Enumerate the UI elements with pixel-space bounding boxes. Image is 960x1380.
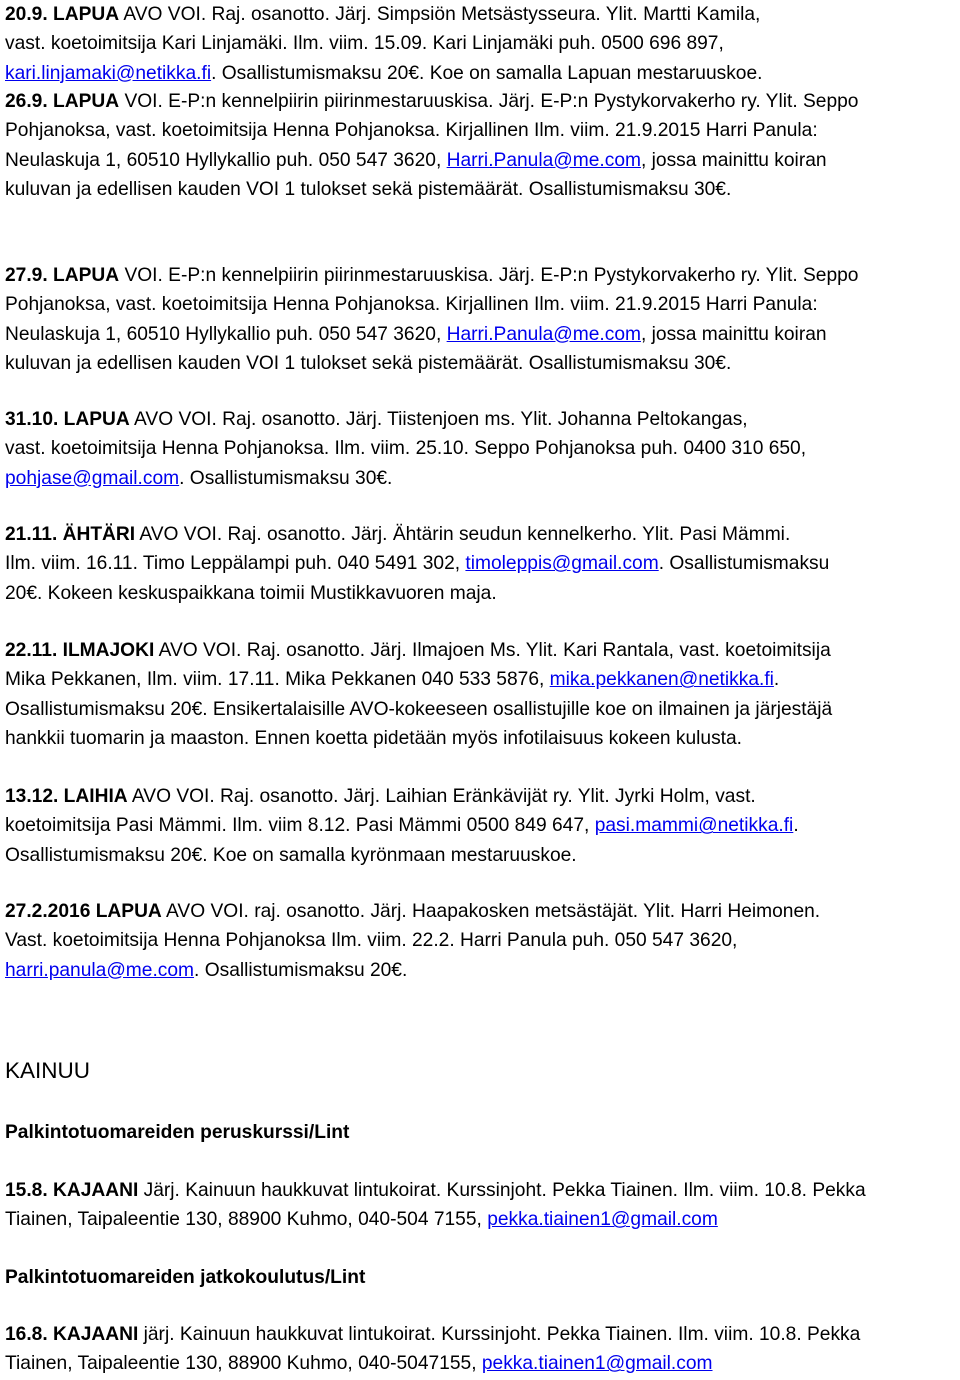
course-line — [5, 1176, 957, 1205]
event-text: vast. koetoimitsija Kari Linjamäki. Ilm. viim. 15.09. Kari Linjamäki puh. 0500 696 897, — [5, 33, 724, 55]
event-date-location: 27.2.2016 LAPUA — [5, 901, 162, 922]
event-text: , jossa mainittu koiran — [640, 149, 827, 171]
event-line — [5, 579, 957, 608]
event-line — [5, 349, 957, 378]
event-text: Osallistumismaksu 20€. Koe on samalla kyrönmaan mestaruuskoe. — [5, 844, 577, 866]
event-text: VOI. E-P:n kennelpiirin piirinmestaruuskisa. Järj. E-P:n Pystykorvakerho ry. Ylit. Seppo — [119, 91, 859, 112]
event-text: AVO VOI. Raj. osanotto. Järj. Tiistenjoen ms. Ylit. Johanna Peltokangas, — [129, 409, 748, 430]
event-text: järj. Kainuun haukkuvat lintukoirat. Kurssinjoht. Pekka Tiainen. Ilm. viim. 10.8. Pekka — [138, 1324, 861, 1345]
event-text: AVO VOI. Raj. osanotto. Järj. Ilmajoen Ms. Ylit. Kari Rantala, vast. koetoimitsija — [154, 640, 831, 661]
event-text: AVO VOI. raj. osanotto. Järj. Haapakosken metsästäjät. Ylit. Harri Heimonen. — [161, 901, 821, 922]
email-link[interactable]: pekka.tiainen1@gmail.com — [487, 1209, 718, 1231]
event-line — [5, 0, 957, 29]
event-date-location: 26.9. LAPUA — [5, 91, 120, 112]
event-text: Tiainen, Taipaleentie 130, 88900 Kuhmo, 040-5047155, — [5, 1353, 482, 1375]
event-line — [5, 926, 957, 955]
event-line — [5, 811, 957, 840]
event-text: Ilm. viim. 16.11. Timo Leppälampi puh. 040 5491 302, — [5, 553, 466, 575]
event-line — [5, 897, 957, 926]
event-line — [5, 665, 957, 694]
event-entry — [5, 897, 957, 985]
event-date-location: 31.10. LAPUA — [5, 409, 130, 430]
event-text: . Osallistumismaksu 30€. — [179, 467, 393, 489]
event-text: Neulaskuja 1, 60510 Hyllykallio puh. 050 547 3620, — [5, 149, 447, 171]
event-date-location: 15.8. KAJAANI — [5, 1180, 139, 1201]
event-line — [5, 175, 957, 204]
event-text: , jossa mainittu koiran — [640, 323, 827, 345]
event-text: VOI. E-P:n kennelpiirin piirinmestaruuskisa. Järj. E-P:n Pystykorvakerho ry. Ylit. Seppo — [119, 265, 859, 286]
event-text: AVO VOI. Raj. osanotto. Järj. Simpsiön Metsästysseura. Ylit. Martti Kamila, — [119, 4, 761, 25]
event-entry — [5, 0, 957, 88]
event-text: Vast. koetoimitsija Henna Pohjanoksa Ilm. viim. 22.2. Harri Panula puh. 050 547 3620, — [5, 930, 738, 952]
event-text: Tiainen, Taipaleentie 130, 88900 Kuhmo, 040-504 7155, — [5, 1209, 488, 1231]
email-link[interactable]: timoleppis@gmail.com — [465, 553, 659, 575]
event-text: hankkii tuomarin ja maaston. Ennen koetta pidetään myös infotilaisuus kokeen kulusta. — [5, 728, 743, 750]
event-text: Neulaskuja 1, 60510 Hyllykallio puh. 050 547 3620, — [5, 323, 447, 345]
event-text: . Osallistumismaksu 20€. Koe on samalla Lapuan mestaruuskoe. — [211, 62, 763, 84]
email-link[interactable]: pekka.tiainen1@gmail.com — [481, 1353, 713, 1375]
event-line — [5, 549, 957, 578]
event-line — [5, 290, 957, 319]
event-line — [5, 116, 957, 145]
event-line — [5, 956, 957, 985]
event-text: Pohjanoksa, vast. koetoimitsija Henna Pohjanoksa. Kirjallinen Ilm. viim. 21.9.2015 Harri Panula: — [5, 120, 818, 142]
event-date-location: 27.9. LAPUA — [5, 265, 120, 286]
event-line — [5, 464, 957, 493]
email-link[interactable]: harri.panula@me.com — [5, 959, 195, 981]
event-line — [5, 59, 957, 88]
region-heading: KAINUU — [5, 1058, 91, 1083]
email-link[interactable]: Harri.Panula@me.com — [446, 323, 641, 345]
event-text: kuluvan ja edellisen kauden VOI 1 tulokset sekä pistemäärät. Osallistumismaksu 30€. — [5, 179, 732, 201]
event-line — [5, 695, 957, 724]
event-text: . — [793, 815, 799, 837]
event-text: 20€. Kokeen keskuspaikkana toimii Mustikkavuoren maja. — [5, 582, 497, 604]
event-text: . Osallistumismaksu 20€. — [194, 959, 408, 981]
event-text: Osallistumismaksu 20€. Ensikertalaisille AVO-kokeeseen osallistujille koe on ilmainen ja järjestäjä — [5, 698, 833, 720]
event-date-location: 21.11. ÄHTÄRI — [5, 524, 136, 545]
event-entry — [5, 261, 957, 379]
event-line — [5, 841, 957, 870]
event-line — [5, 320, 957, 349]
event-text: vast. koetoimitsija Henna Pohjanoksa. Ilm. viim. 25.10. Seppo Pohjanoksa puh. 0400 310 650, — [5, 438, 807, 460]
event-date-location: 13.12. LAIHIA — [5, 786, 128, 807]
event-text: AVO VOI. Raj. osanotto. Järj. Ähtärin seudun kennelkerho. Ylit. Pasi Mämmi. — [135, 524, 791, 545]
section-heading: Palkintotuomareiden jatkokoulutus/Lint — [5, 1267, 366, 1288]
event-entry — [5, 782, 957, 870]
event-text: AVO VOI. Raj. osanotto. Järj. Laihian Eränkävijät ry. Ylit. Jyrki Holm, vast. — [127, 786, 756, 807]
course-entry — [5, 1320, 957, 1379]
event-date-location: 16.8. KAJAANI — [5, 1324, 139, 1345]
event-line — [5, 636, 957, 665]
event-line — [5, 87, 957, 116]
event-line — [5, 29, 957, 58]
event-entry — [5, 520, 957, 608]
course-line — [5, 1205, 957, 1234]
event-text: . Osallistumismaksu — [658, 553, 830, 575]
event-text: koetoimitsija Pasi Mämmi. Ilm. viim 8.12. Pasi Mämmi 0500 849 647, — [5, 815, 595, 837]
event-text: . — [773, 669, 780, 691]
event-entry — [5, 405, 957, 493]
course-line — [5, 1349, 957, 1378]
email-link[interactable]: pohjase@gmail.com — [5, 467, 180, 489]
event-line — [5, 261, 957, 290]
event-entry — [5, 636, 957, 754]
event-text: Mika Pekkanen, Ilm. viim. 17.11. Mika Pekkanen 040 533 5876, — [5, 669, 550, 691]
event-line — [5, 782, 957, 811]
event-text: Pohjanoksa, vast. koetoimitsija Henna Pohjanoksa. Kirjallinen Ilm. viim. 21.9.2015 Harri Panula: — [5, 294, 818, 316]
event-line — [5, 146, 957, 175]
event-line — [5, 520, 957, 549]
course-entry — [5, 1176, 957, 1235]
event-entry — [5, 87, 957, 205]
email-link[interactable]: mika.pekkanen@netikka.fi — [549, 669, 774, 691]
event-date-location: 22.11. ILMAJOKI — [5, 640, 155, 661]
course-line — [5, 1320, 957, 1349]
event-date-location: 20.9. LAPUA — [5, 4, 120, 25]
event-line — [5, 405, 957, 434]
event-line — [5, 434, 957, 463]
event-text: Järj. Kainuun haukkuvat lintukoirat. Kurssinjoht. Pekka Tiainen. Ilm. viim. 10.8. Pekka — [138, 1180, 866, 1201]
email-link[interactable]: pasi.mammi@netikka.fi — [594, 815, 794, 837]
event-line — [5, 724, 957, 753]
email-link[interactable]: kari.linjamaki@netikka.fi — [5, 62, 212, 84]
email-link[interactable]: Harri.Panula@me.com — [446, 149, 641, 171]
section-heading: Palkintotuomareiden peruskurssi/Lint — [5, 1122, 350, 1143]
event-text: kuluvan ja edellisen kauden VOI 1 tulokset sekä pistemäärät. Osallistumismaksu 30€. — [5, 353, 732, 375]
